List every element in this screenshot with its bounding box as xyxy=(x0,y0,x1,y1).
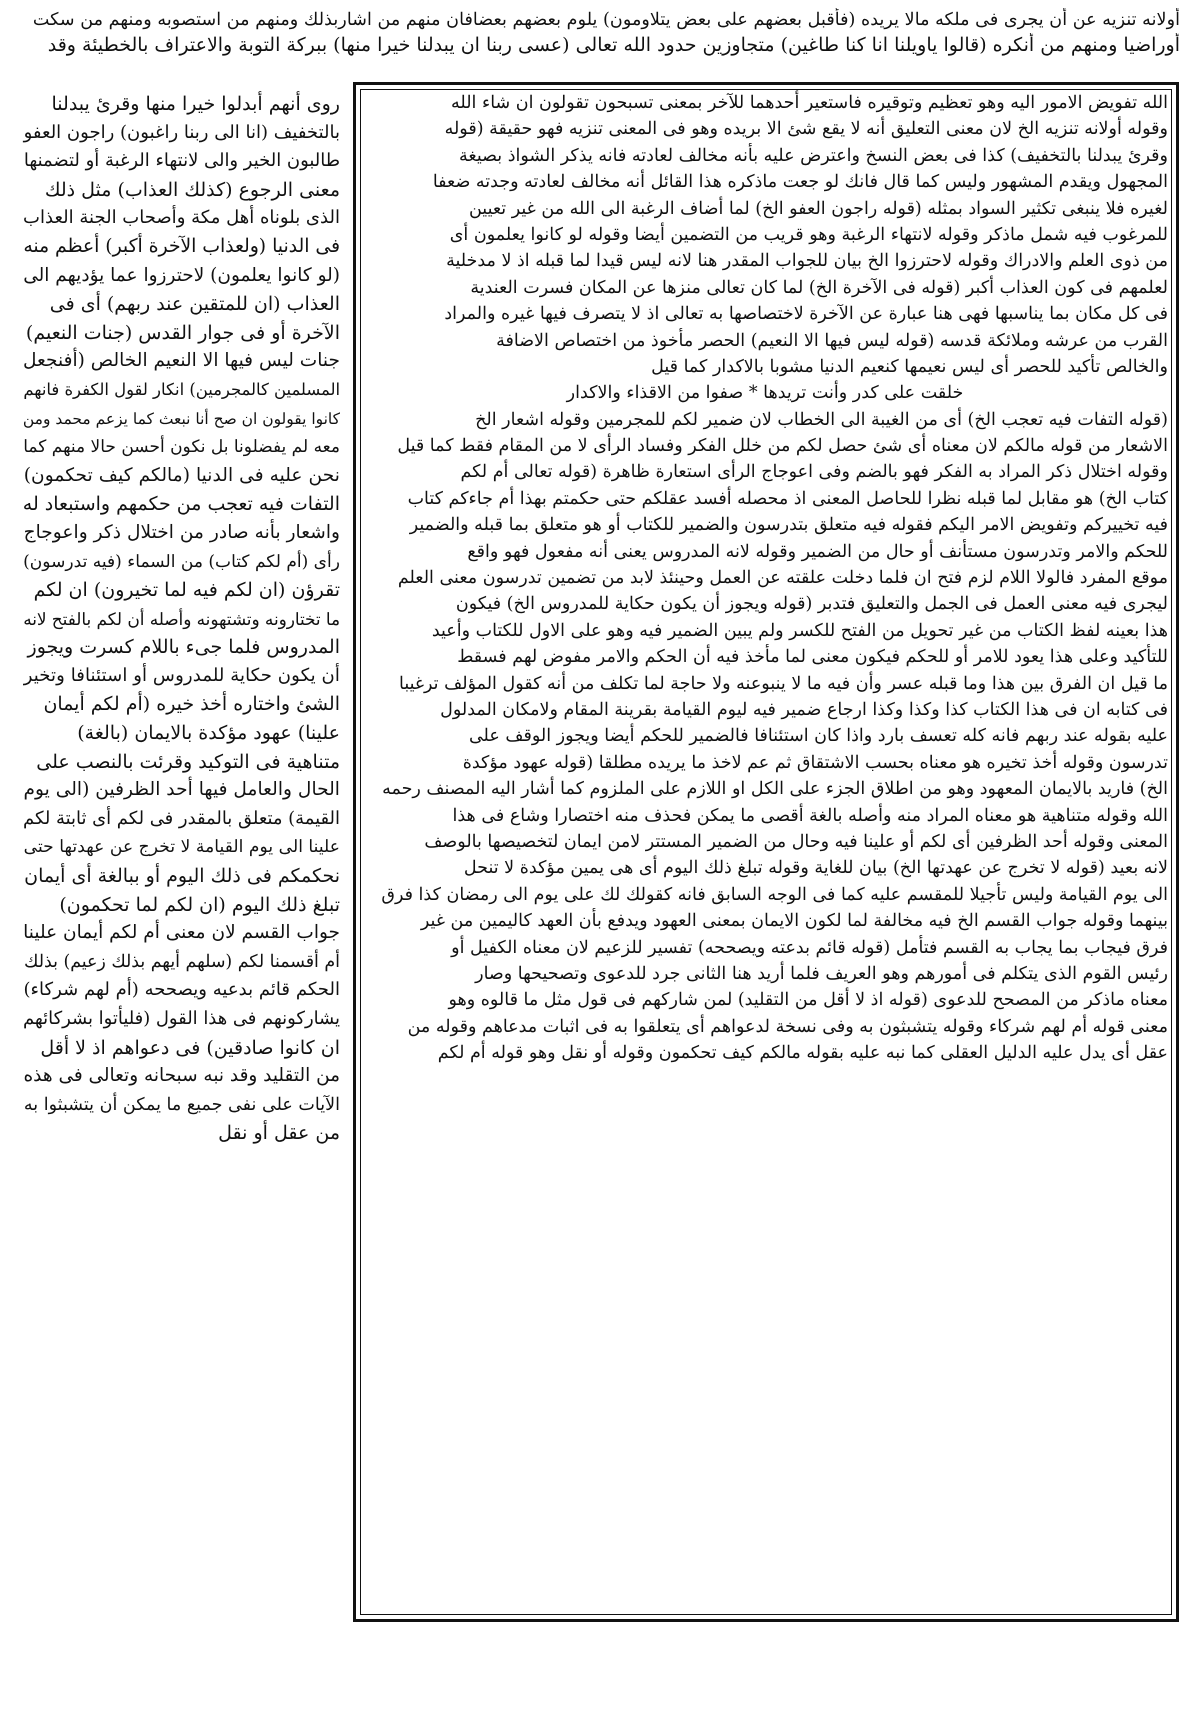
commentary-line: للتأكيد وعلى هذا يعود للامر أو للحكم فيكون معنى لما مأخذ فيه أن الحكم والامر مفوض لهم فسقط xyxy=(457,647,1168,668)
margin-line: الشئ واختاره أخذ خيره (أم لكم أيمان xyxy=(43,693,340,716)
top-text-line: أولانه تنزيه عن أن يجرى فى ملكه مالا يريده (فأقبل بعضهم على بعض يتلاومون) يلوم بعضهم بعضافان منهم من اشاربذلك ومنهم من استصوبه ومنهم من سكت xyxy=(32,10,1180,30)
commentary-line: وقوله اختلال ذكر المراد به الفكر فهو بالضم وفى اعوجاج الرأى استعارة ظاهرة (قوله تعالى أم لكم xyxy=(460,462,1168,483)
commentary-line: عقل أى يدل عليه الدليل العقلى كما نبه عليه بقوله مالكم كيف تحكمون وقوله أو نقل وهو قوله أم لكم xyxy=(437,1043,1168,1064)
margin-line: طالبون الخير والى لانتهاء الرغبة أو لتضمنها xyxy=(23,150,340,172)
commentary-line: القرب من عرشه وملائكة قدسه (قوله ليس فيها الا النعيم) الحصر مأخوذ من اختصاص الاضافة xyxy=(496,330,1168,351)
margin-line: (لو كانوا يعلمون) لاحترزوا عما يؤديهم الى xyxy=(23,264,340,286)
margin-line: من عقل أو نقل xyxy=(218,1122,340,1145)
margin-line: بالتخفيف (انا الى ربنا راغبون) راجون العفو xyxy=(23,121,340,143)
margin-line: فى الدنيا (ولعذاب الآخرة أكبر) أعظم منه xyxy=(23,235,340,257)
margin-line: ان كانوا صادقين) فى دعواهم اذ لا أقل xyxy=(40,1036,340,1059)
commentary-line: بينهما وقوله جواب القسم الخ فيه مخالفة لما لكون الايمان بمعنى العهود ويدفع بأن العهد كاليمين من غير xyxy=(420,911,1168,932)
margin-line: علينا الى يوم القيامة لا تخرج عن عهدتها حتى xyxy=(23,837,340,858)
commentary-line: رئيس القوم الذى يتكلم فى أمورهم وهو العريف فلما أريد هنا الثانى جرد للدعوى وتصحيحها وصار xyxy=(475,963,1168,984)
margin-line: القيمة) متعلق بالمقدر فى لكم أى ثابتة لكم xyxy=(23,807,340,829)
margin-line: روى أنهم أبدلوا خيرا منها وقرئ يبدلنا xyxy=(51,93,340,115)
margin-line: المدروس فلما جىء باللام كسرت ويجوز xyxy=(27,636,340,659)
margin-line: تقرؤن (ان لكم فيه لما تخيرون) ان لكم xyxy=(33,579,340,602)
margin-line: أم أقسمنا لكم (سلهم أيهم بذلك زعيم) بذلك xyxy=(24,951,340,972)
commentary-line: هذا بعينه لفظ الكتاب من غير تحويل من الفتح للكسر ولم يبين الضمير فيه وهو على الاول للكتاب وأعيد xyxy=(431,620,1168,641)
margin-line: علينا) عهود مؤكدة بالايمان (بالغة) xyxy=(77,722,340,745)
margin-column xyxy=(20,90,340,1560)
commentary-line: لغيره فلا ينبغى تكثير السواد بمثله (قوله راجون العفو الخ) لما أضاف الرغبة الى الله من غير تعيين xyxy=(468,198,1168,219)
margin-line: رأى (أم لكم كتاب) من السماء (فيه تدرسون) xyxy=(23,551,340,572)
commentary-line: تدرسون وقوله أخذ تخيره هو معناه بحسب الاشتقاق ثم عم لاخذ ما يريده مطلقا (قوله عهود مؤكدة xyxy=(462,752,1168,773)
commentary-line: معناه ماذكر من المصحح للدعوى (قوله اذ لا أقل من التقليد) لمن شاركهم فى قول مثل ما قالوه وهو xyxy=(448,990,1168,1011)
commentary-line: فى كل مكان بما يناسبها فهى هنا عبارة عن الآخرة لاختصاصها به تعالى اذ لا يتصرف فيها غيره والمراد xyxy=(444,304,1168,325)
margin-line: تبلغ ذلك اليوم (ان لكم لما تحكمون) xyxy=(59,893,340,916)
commentary-line: وقرئ يبدلنا بالتخفيف) كذا فى بعض النسخ واعترض عليه بأنه مخالف لعادته فانه يذكر الشواذ بصيغة xyxy=(459,145,1168,166)
commentary-line: والخالص تأكيد للحصر أى ليس نعيمها كنعيم الدنيا مشوبا بالاكدار كما قيل xyxy=(651,356,1168,377)
margin-line: معنى الرجوع (كذلك العذاب) مثل ذلك xyxy=(44,178,340,201)
commentary-line: فيه تخييركم وتفويض الامر اليكم فقوله فيه متعلق بتدرسون والضمير للكتاب أو هو متعلق بما قبله والضمير xyxy=(409,515,1168,536)
commentary-line: عليه بقوله عند ربهم فانه كله تعسف بارد واذا كان استئنافا فالضمير للحكم أيضا ويجوز الوقف على xyxy=(468,726,1168,747)
margin-line: الذى بلوناه أهل مكة وأصحاب الجنة العذاب xyxy=(23,207,340,229)
margin-line: متناهية فى التوكيد وقرئت بالنصب على xyxy=(36,750,340,773)
commentary-line: فى كتابه ان فى هذا الكتاب كذا وكذا وكذا ارجاع ضمير فيه ليوم القيامة بقرينة المقام ولامكان المدلول xyxy=(440,699,1168,720)
top-text-line: أوراضيا ومنهم من أنكره (قالوا ياويلنا انا كنا طاغين) متجاوزين حدود الله تعالى (عسى ربنا ان يبدلنا خيرا منها) ببركة التوبة والاعتراف بالخطيئة وقد xyxy=(47,34,1180,56)
commentary-line: من ذوى العلم والادراك وقوله لاحترزوا الخ بيان للجواب المقدر هنا لانه ليس قيدا لما قبله اذ لا مدخلية xyxy=(446,251,1168,272)
margin-line: جنات ليس فيها الا النعيم الخالص (أفنجعل xyxy=(22,350,340,372)
commentary-column xyxy=(362,90,1168,1610)
commentary-line: (قوله التفات فيه تعجب الخ) أى من الغيبة الى الخطاب لان ضمير لكم للمجرمين وقوله اشعار الخ xyxy=(475,409,1168,430)
commentary-line: للحكم والامر وتدرسون مستأنف أو حال من الضمير وقوله لانه المدروس يعنى أنه مفعول فهو واقع xyxy=(467,541,1168,562)
commentary-line: المجهول ويقدم المشهور وليس كما قال فانك لو جعت ماذكره هذا القائل أنه مخالف لعادته وجدته ضعفا xyxy=(432,172,1168,193)
margin-line: الحكم قائم بدعيه ويصححه (أم لهم شركاء) xyxy=(23,979,340,1001)
commentary-line: كتاب الخ) هو مقابل لما قبله نظرا للحاصل المعنى اذ محصله أفسد عقلكم حتى حكمتم بهذا أم جاءكم كتاب xyxy=(407,488,1168,509)
margin-line: الآخرة أو فى جوار القدس (جنات النعيم) xyxy=(25,321,340,344)
margin-line: الحال والعامل فيها أحد الظرفين (الى يوم xyxy=(23,779,340,801)
margin-line: معه لم يفضلونا بل نكون أحسن حالا منهم كما xyxy=(23,437,340,458)
commentary-line: لانه بعيد (قوله لا تخرج عن عهدتها الخ) بيان للغاية وقوله تبلغ ذلك اليوم أى هى يمين مؤكدة لا تنحل xyxy=(463,858,1168,879)
margin-line: المسلمين كالمجرمين) انكار لقول الكفرة فانهم xyxy=(23,379,340,399)
margin-line: يشاركونهم فى هذا القول (فليأتوا بشركائهم xyxy=(22,1008,340,1029)
commentary-line: فرق فيجاب بما يجاب به القسم فتأمل (قوله قائم بدعته ويصححه) تفسير للزعيم لان معناه الكفيل أو xyxy=(451,937,1168,958)
commentary-line: موقع المفرد فالولا اللام لزم فتح ان فلما دخلت علقته عن العمل وحينئذ لابد من تضمين تدرسون معنى العلم xyxy=(397,568,1168,589)
margin-line: نحن عليه فى الدنيا (مالكم كيف تحكمون) xyxy=(23,464,340,486)
commentary-line: ما قيل ان الفرق بين هذا وما قبله عسر وأن فيه ما لا ينبوعنه ولا حاجة لما تكلف من أنه كقول المؤلف ترغيبا xyxy=(398,673,1168,694)
commentary-line: لعلمهم فى كون العذاب أكبر (قوله فى الآخرة الخ) لما كان تعالى منزها عن المكان فسرت العندية xyxy=(470,277,1168,298)
margin-line: التفات فيه تعجب من حكمهم واستبعاد له xyxy=(22,493,340,516)
commentary-line: الله تفويض الامور اليه وهو تعظيم وتوقيره فاستعير أحدهما للآخر بمعنى تسبحون تقولون ان شاء الله xyxy=(451,93,1168,113)
margin-line: من التقليد وقد نبه سبحانه وتعالى فى هذه xyxy=(23,1065,340,1087)
commentary-line: وقوله أولانه تنزيه الخ لان معنى التعليق أنه لا يقع شئ الا بريده وهو فى المعنى تنزيه فهو حقيقة (قوله xyxy=(444,119,1168,140)
margin-line: واشعار بأنه صادر من اختلال ذكر واعوجاج xyxy=(23,521,340,543)
margin-line: كانوا يقولون ان صح أنا نبعث كما يزعم محمد ومن xyxy=(22,409,340,428)
margin-line: الآيات على نفى جميع ما يمكن أن يتشبثوا به xyxy=(23,1094,340,1115)
margin-line: نحكمكم فى ذلك اليوم أو ببالغة أى أيمان xyxy=(24,865,340,888)
top-text-block xyxy=(20,8,1180,58)
commentary-line: المعنى وقوله أحد الظرفين أى لكم أو علينا فيه وحال من الضمير المستتر لامن ايمان لتخصيصها بالوصف xyxy=(424,831,1168,852)
commentary-line: خلقت على كدر وأنت تريدها * صفوا من الاقذاء والاكدار xyxy=(566,383,964,404)
margin-line: ما تختارونه وتشتهونه وأصله أن لكم بالفتح لانه xyxy=(23,608,340,629)
commentary-line: الخ) فاريد بالايمان المعهود وهو من اطلاق الجزء على الكل او اللازم على الملزوم كما أشار اليه المصنف رحمه xyxy=(382,779,1168,800)
commentary-line: الله وقوله متناهية هو معناه المراد منه وأصله بالغة أقصى ما يمكن فحذف منه اختصارا وشاع فى هذا xyxy=(452,805,1168,826)
commentary-line: للمرغوب فيه شمل ماذكر وقوله لانتهاء الرغبة وهو قريب من التضمين أيضا وقوله لو كانوا يعلمون أى xyxy=(449,224,1168,245)
commentary-line: الاشعار من قوله مالكم لان معناه أى شئ حصل لكم من خلل الفكر وفساد الرأى لا من المقام فقط كما قيل xyxy=(397,436,1168,457)
margin-line: أن يكون حكاية للمدروس أو استئنافا وتخير xyxy=(23,664,340,686)
commentary-line: الى يوم القيامة وليس تأجيلا للمقسم عليه كما فى الوجه السابق فانه كقولك لك على يوم الى رمضان كذا فرق xyxy=(381,884,1168,905)
margin-line: العذاب (ان للمتقين عند ربهم) أى فى xyxy=(49,293,340,316)
commentary-line: معنى قوله أم لهم شركاء وقوله يتشبثون به وفى نسخة لدعواهم أى يتعلقوا به فى اثبات مدعاهم وقوله من xyxy=(407,1016,1168,1037)
margin-line: جواب القسم لان معنى أم لكم أيمان علينا xyxy=(23,922,340,944)
commentary-line: ليجرى فيه معنى العمل فى الجمل والتعليق فتدبر (قوله ويجوز أن يكون حكاية للمدروس الخ) فيكون xyxy=(455,594,1168,615)
